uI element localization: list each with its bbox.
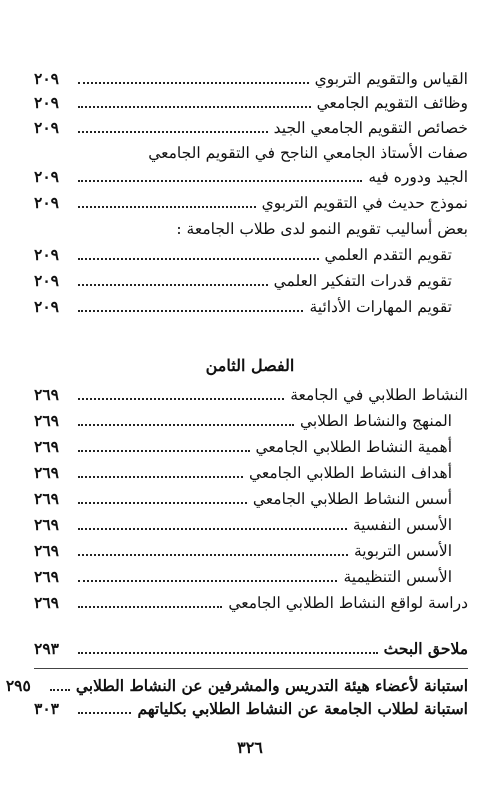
toc-entry-page: ٢٦٩ bbox=[34, 489, 59, 508]
dot-leader bbox=[78, 450, 250, 452]
dot-leader bbox=[78, 106, 311, 108]
toc-entry-title: بعض أساليب تقويم النمو لدى طلاب الجامعة : bbox=[176, 220, 468, 238]
toc-entry-title: المنهج والنشاط الطلابي bbox=[300, 412, 452, 430]
dot-leader bbox=[78, 502, 247, 504]
toc-entry-title: الأسس التنظيمية bbox=[343, 568, 452, 586]
toc-entry-page: ٢٦٩ bbox=[34, 411, 59, 430]
toc-entry-page: ٢٦٩ bbox=[34, 567, 59, 586]
toc-entry-title: ملاحق البحث bbox=[383, 639, 468, 658]
toc-entry bbox=[34, 292, 452, 316]
dot-leader bbox=[78, 580, 337, 582]
toc-entry-page: ٢٠٩ bbox=[34, 297, 59, 316]
toc-entry bbox=[34, 536, 452, 560]
toc-entry bbox=[34, 406, 452, 430]
toc-entry-title: وظائف التقويم الجامعي bbox=[316, 94, 468, 112]
toc-entry bbox=[34, 634, 468, 658]
toc-entry-title: أهداف النشاط الطلابي الجامعي bbox=[248, 464, 452, 482]
toc-entry-page: ٢٠٩ bbox=[34, 167, 59, 186]
toc-entry-title: الجيد ودوره فيه bbox=[368, 168, 468, 186]
toc-entry bbox=[34, 266, 452, 290]
toc-entry bbox=[34, 113, 468, 137]
toc-entry bbox=[34, 64, 468, 88]
toc-entry-title: تقويم المهارات الأدائية bbox=[309, 298, 452, 316]
toc-entry-page: ٢٦٩ bbox=[34, 593, 59, 612]
toc-entry-page: ٢٦٩ bbox=[34, 385, 59, 404]
toc-entry-title: أهمية النشاط الطلابي الجامعي bbox=[255, 438, 452, 456]
toc-entry bbox=[34, 484, 452, 508]
toc-entry bbox=[34, 458, 452, 482]
dot-leader bbox=[78, 398, 284, 400]
page-number: ٣٢٦ bbox=[237, 738, 263, 757]
toc-entry bbox=[34, 510, 452, 534]
toc-entry-page: ٢٠٩ bbox=[34, 193, 59, 212]
toc-entry bbox=[5, 668, 468, 695]
toc-entry bbox=[34, 214, 468, 238]
toc-entry-title: تقويم التقدم العلمي bbox=[324, 246, 452, 264]
toc-entry-title: نموذج حديث في التقويم التربوي bbox=[261, 194, 468, 212]
toc-entry bbox=[34, 162, 468, 186]
toc-entry-page: ٢٦٩ bbox=[34, 541, 59, 560]
dot-leader bbox=[78, 310, 303, 312]
toc-entry-title: القياس والتقويم التربوي bbox=[314, 70, 468, 88]
toc-entry bbox=[34, 188, 468, 212]
toc-entry-title: دراسة لواقع النشاط الطلابي الجامعي bbox=[228, 594, 468, 612]
dot-leader bbox=[78, 82, 309, 84]
toc-entry-title: الأسس النفسية bbox=[352, 516, 452, 534]
dot-leader bbox=[78, 424, 294, 426]
toc-entry-page: ٢٩٣ bbox=[34, 639, 59, 658]
toc-entry-title: صفات الأستاذ الجامعي الناجح في التقويم الجامعي bbox=[148, 144, 468, 162]
toc-entry-page: ٢٦٩ bbox=[34, 463, 59, 482]
dot-leader bbox=[78, 528, 347, 530]
toc-entry bbox=[34, 380, 468, 404]
dot-leader bbox=[78, 258, 319, 260]
dot-leader bbox=[78, 606, 222, 608]
toc-entry-page: ٢٠٩ bbox=[34, 245, 59, 264]
toc-entry-page: ٢٠٩ bbox=[34, 93, 59, 112]
toc-entry bbox=[34, 694, 468, 718]
toc-entry-title: تقويم قدرات التفكير العلمي bbox=[273, 272, 452, 290]
toc-entry-page: ٢٦٩ bbox=[34, 437, 59, 456]
toc-entry-page: ٢٠٩ bbox=[34, 118, 59, 137]
toc-entry bbox=[34, 432, 452, 456]
toc-entry bbox=[34, 88, 468, 112]
dot-leader bbox=[78, 652, 378, 654]
toc-entry-page: ٢٠٩ bbox=[34, 271, 59, 290]
toc-entry-title: خصائص التقويم الجامعي الجيد bbox=[273, 119, 468, 137]
toc-entry-title: الأسس التربوية bbox=[353, 542, 452, 560]
toc-entry bbox=[34, 562, 452, 586]
toc-entry bbox=[34, 240, 452, 264]
toc-entry bbox=[34, 138, 468, 162]
toc-entry bbox=[34, 588, 468, 612]
toc-entry-page: ٢٦٩ bbox=[34, 515, 59, 534]
toc-entry-page: ٣٠٣ bbox=[34, 699, 59, 718]
dot-leader bbox=[78, 554, 348, 556]
dot-leader bbox=[78, 180, 362, 182]
dot-leader bbox=[78, 284, 268, 286]
dot-leader bbox=[78, 476, 243, 478]
dot-leader bbox=[78, 131, 268, 133]
toc-entry-title: النشاط الطلابي في الجامعة bbox=[290, 386, 468, 404]
dot-leader bbox=[50, 689, 70, 691]
chapter-heading: الفصل الثامن bbox=[205, 356, 295, 375]
toc-entry-title: استبانة لأعضاء هيئة التدريس والمشرفين عن النشاط الطلابي bbox=[75, 676, 468, 695]
toc-entry-title: أسس النشاط الطلابي الجامعي bbox=[252, 490, 452, 508]
dot-leader bbox=[78, 712, 131, 714]
dot-leader bbox=[78, 206, 256, 208]
toc-entry-page: ٢٩٥ bbox=[5, 676, 31, 695]
toc-entry-title: استبانة لطلاب الجامعة عن النشاط الطلابي بكلياتهم bbox=[137, 699, 468, 718]
toc-entry-page: ٢٠٩ bbox=[34, 69, 59, 88]
